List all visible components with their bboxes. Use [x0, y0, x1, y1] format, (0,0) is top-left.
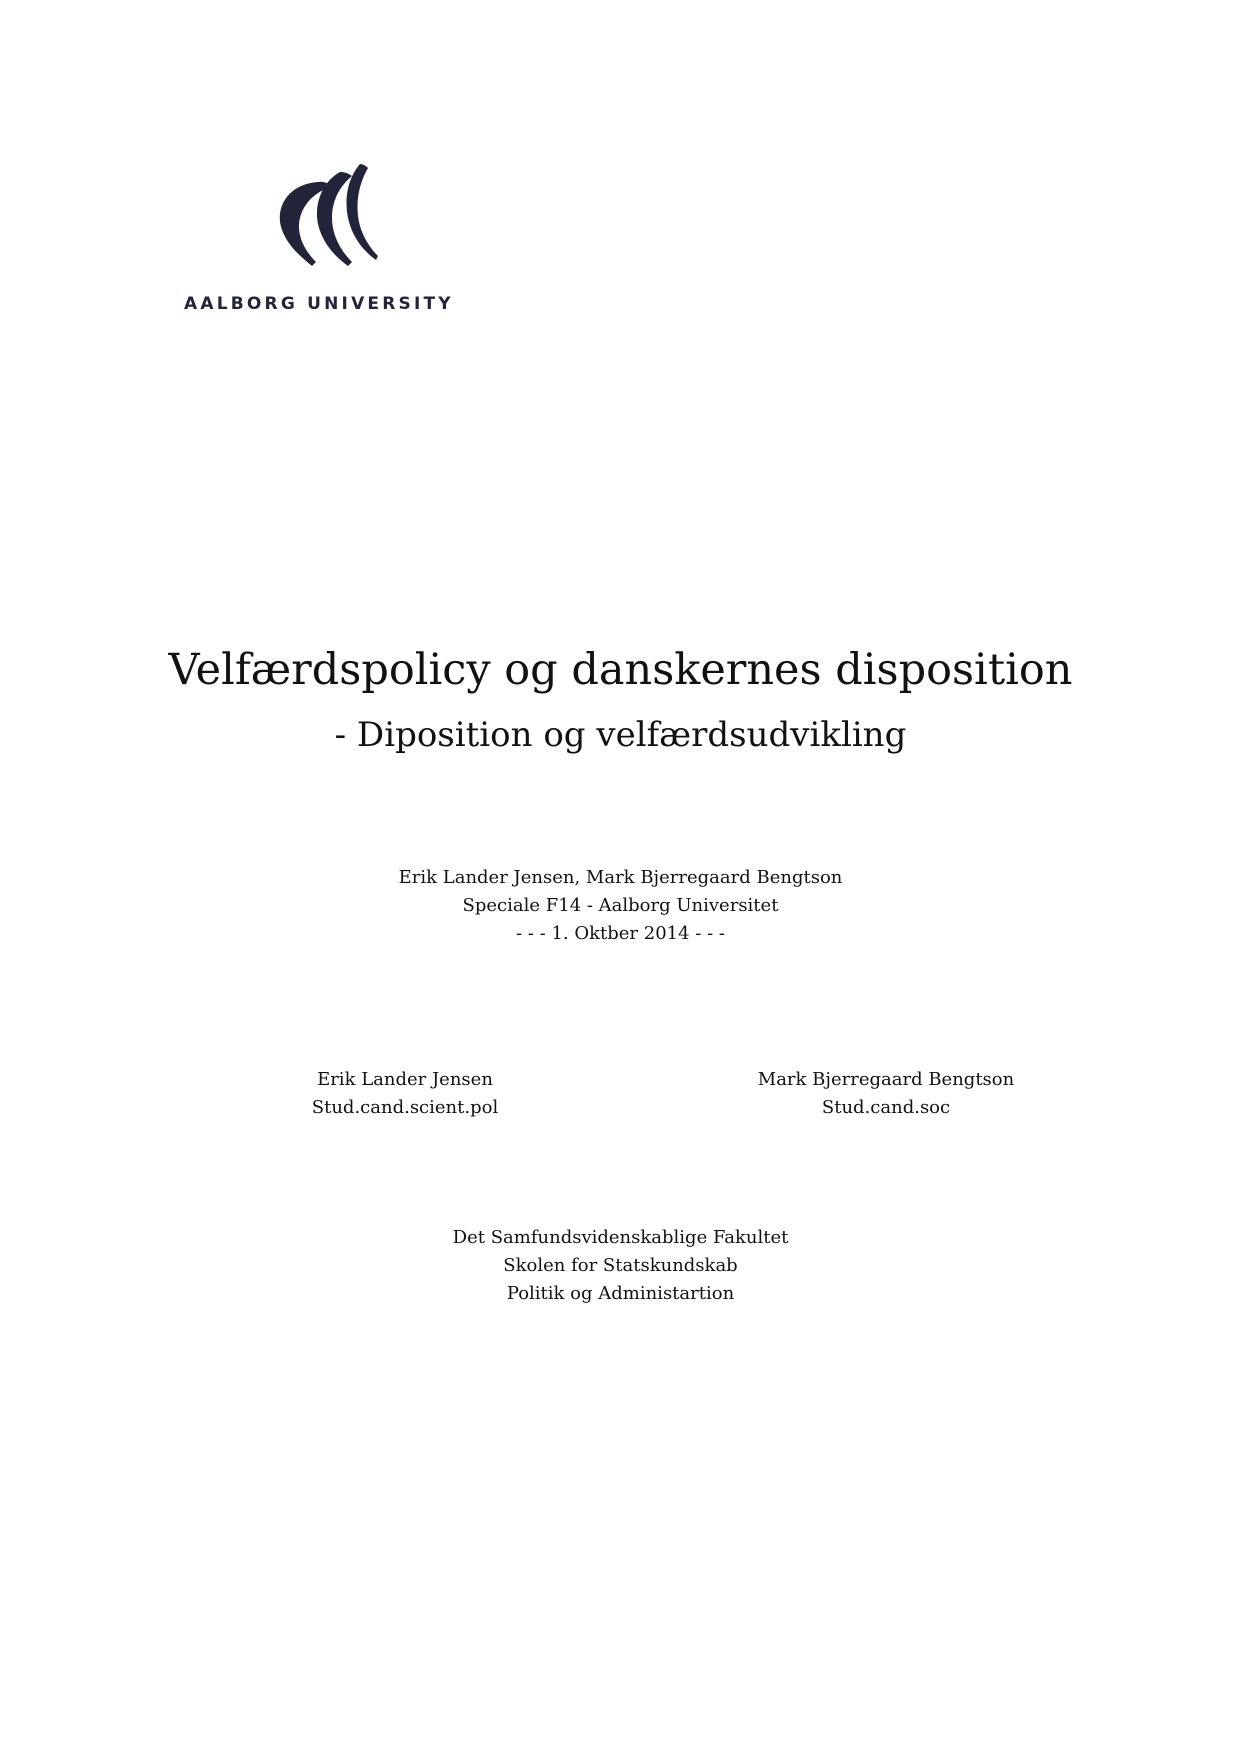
document-subtitle: - Diposition og velfærdsudvikling — [334, 715, 907, 755]
author-degree: Stud.cand.scient.pol — [311, 1097, 499, 1118]
university-wordmark: AALBORG UNIVERSITY — [184, 294, 454, 314]
course-line: Speciale F14 - Aalborg Universitet — [462, 895, 779, 916]
faculty-name: Det Samfundsvidenskablige Fakultet — [452, 1227, 789, 1248]
author-degree: Stud.cand.soc — [821, 1097, 951, 1118]
author-name: Erik Lander Jensen — [317, 1069, 493, 1090]
school-name: Skolen for Statskundskab — [503, 1255, 738, 1276]
aalborg-university-wave-logo-icon — [260, 160, 380, 270]
document-title: Velfærdspolicy og danskernes disposition — [168, 645, 1073, 695]
document-meta — [0, 864, 1241, 948]
date-line: - - - 1. Oktber 2014 - - - — [516, 923, 725, 944]
author-name: Mark Bjerregaard Bengtson — [757, 1069, 1015, 1090]
university-logo — [180, 160, 460, 320]
authors-line: Erik Lander Jensen, Mark Bjerregaard Bengtson — [398, 867, 843, 888]
author-block-left — [245, 1066, 565, 1122]
author-block-right — [726, 1066, 1046, 1122]
faculty-block — [0, 1224, 1241, 1308]
programme-name: Politik og Administartion — [506, 1283, 735, 1304]
